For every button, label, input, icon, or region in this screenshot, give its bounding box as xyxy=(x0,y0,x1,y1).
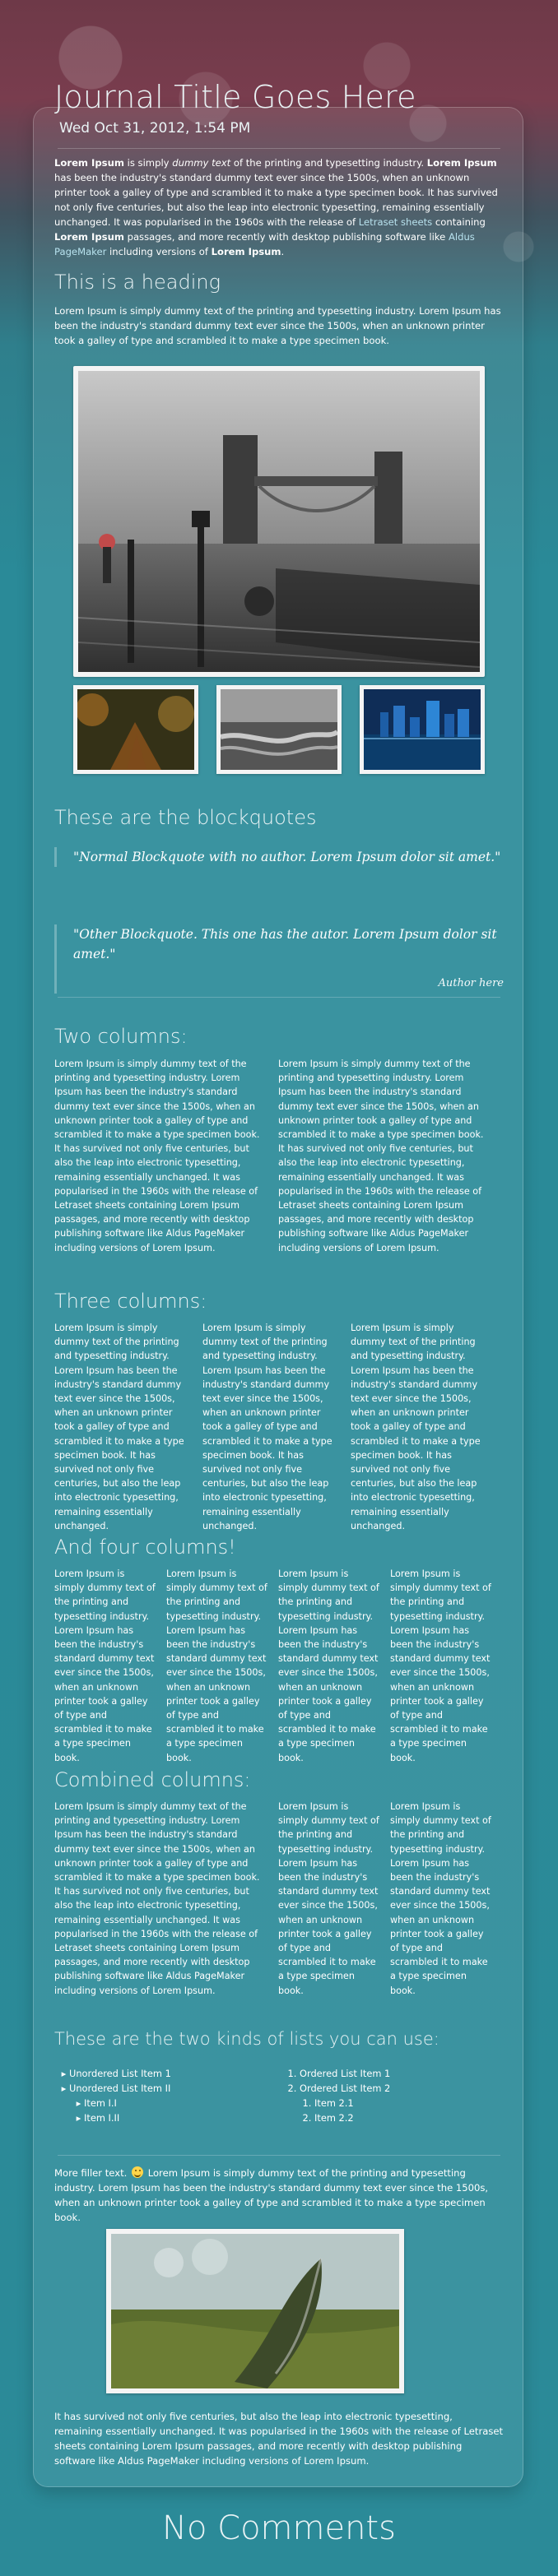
bottom-photo[interactable] xyxy=(106,2229,404,2393)
smiley-icon xyxy=(132,2166,143,2178)
blockquote-author xyxy=(54,924,504,994)
three-col-2: Lorem Ipsum is simply dummy text of the printing and typesetting industry. Lorem Ipsum has been the industry's standard dummy text ever since the 1500s, when an unknown printer took a galley of type and scrambled it to make a type specimen book. It has survived not only five centuries, but also the leap into electronic typesetting, remaining essentially unchanged. xyxy=(202,1323,332,1531)
unordered-list xyxy=(54,2066,260,2125)
four-columns xyxy=(54,1567,504,1763)
blockquotes-divider xyxy=(58,997,500,998)
ul-item-1: • Unordered List Item 1 xyxy=(69,2066,260,2081)
two-columns xyxy=(54,1057,504,1271)
combined-left: Lorem Ipsum is simply dummy text of the printing and typesetting industry. Lorem Ipsum has been the industry's standard dummy text ever since the 1500s, when an unknown printer took a galley of type and scrambled it to make a type specimen book. It has survived not only five centuries, but also the leap into electronic typesetting, remaining essentially unchanged. It was popularised in the 1960s with the release of Letraset sheets containing Lorem Ipsum passages, and more recently with desktop publishing software like Aldus PageMaker including versions of Lorem Ipsum. xyxy=(54,1801,260,1996)
heading-this-is-a-heading: This is a heading xyxy=(54,271,221,294)
intro-text-12: . xyxy=(281,246,285,257)
landscape-illustration xyxy=(111,2234,399,2388)
letraset-link[interactable]: Letraset sheets xyxy=(358,216,433,228)
ul-item-2: • Unordered List Item II xyxy=(69,2081,260,2096)
lists-heading: These are the two kinds of lists you can use: xyxy=(54,2029,439,2049)
bottom-photo-inner xyxy=(111,2234,399,2388)
three-col-3: Lorem Ipsum is simply dummy text of the printing and typesetting industry. Lorem Ipsum has been the industry's standard dummy text ever since the 1500s, when an unknown printer took a galley of type and scrambled it to make a type specimen book. It has survived not only five centuries, but also the leap into electronic typesetting, remaining essentially unchanged. xyxy=(351,1323,481,1531)
filler-lead: More filler text. xyxy=(54,2167,128,2179)
combined-columns xyxy=(54,1800,504,2013)
intro-text-6: has been the industry's standard dummy text ever since the 1500s, when an unknown printer took a galley of type and scrambled it to make a type specimen book. It has survived not only five centuries, but also the leap into electronic typesetting, remaining essentially unchanged. It was popularised in the 1960s with the release of xyxy=(54,172,498,228)
blockquote-normal-text: "Normal Blockquote with no author. Lorem Ipsum dolor sit amet." xyxy=(73,850,501,864)
three-col-1: Lorem Ipsum is simply dummy text of the printing and typesetting industry. Lorem Ipsum has been the industry's standard dummy text ever since the 1500s, when an unknown printer took a galley of type and scrambled it to make a type specimen book. It has survived not only five centuries, but also the leap into electronic typesetting, remaining essentially unchanged. xyxy=(54,1323,184,1531)
blockquotes-heading: These are the blockquotes xyxy=(54,806,317,829)
intro-text-10: including versions of xyxy=(106,246,212,257)
thumbnail-row xyxy=(73,685,485,774)
four-col-3: Lorem Ipsum is simply dummy text of the printing and typesetting industry. Lorem Ipsum has been the industry's standard dummy text ever since the 1500s, when an unknown printer took a galley of type and scrambled it to make a type specimen book. xyxy=(278,1568,379,1763)
two-col-left: Lorem Ipsum is simply dummy text of the printing and typesetting industry. Lorem Ipsum has been the industry's standard dummy text ever since the 1500s, when an unknown printer took a galley of type and scrambled it to make a type specimen book. It has survived not only five centuries, but also the leap into electronic typesetting, remaining essentially unchanged. It was popularised in the 1960s with the release of Letraset sheets containing Lorem Ipsum passages, and more recently with desktop publishing software like Aldus PageMaker including versions of Lorem Ipsum. xyxy=(54,1059,260,1253)
thumbnail-2[interactable] xyxy=(216,685,342,774)
four-col-1: Lorem Ipsum is simply dummy text of the printing and typesetting industry. Lorem Ipsum has been the industry's standard dummy text ever since the 1500s, when an unknown printer took a galley of type and scrambled it to make a type specimen book. xyxy=(54,1568,156,1763)
combined-right-1: Lorem Ipsum is simply dummy text of the printing and typesetting industry. Lorem Ipsum has been the industry's standard dummy text ever since the 1500s, when an unknown printer took a galley of type and scrambled it to make a type specimen book. xyxy=(278,1801,379,1996)
thumbnail-3[interactable] xyxy=(360,685,485,774)
ol-subitem-2: 2. Item 2.2 xyxy=(314,2110,491,2125)
two-col-right: Lorem Ipsum is simply dummy text of the printing and typesetting industry. Lorem Ipsum has been the industry's standard dummy text ever since the 1500s, when an unknown printer took a galley of type and scrambled it to make a type specimen book. It has survived not only five centuries, but also the leap into electronic typesetting, remaining essentially unchanged. It was popularised in the 1960s with the release of Letraset sheets containing Lorem Ipsum passages, and more recently with desktop publishing software like Aldus PageMaker including versions of Lorem Ipsum. xyxy=(278,1059,484,1253)
blockquote-author-text: "Other Blockquote. This one has the autor. Lorem Ipsum dolor sit amet." xyxy=(73,927,497,961)
pagemaker-link[interactable]: Aldus PageMaker xyxy=(54,231,475,257)
four-col-2: Lorem Ipsum is simply dummy text of the printing and typesetting industry. Lorem Ipsum has been the industry's standard dummy text ever since the 1500s, when an unknown printer took a galley of type and scrambled it to make a type specimen book. xyxy=(166,1568,267,1763)
intro-strong-8: Lorem Ipsum xyxy=(54,231,124,243)
bridge-illustration xyxy=(78,371,480,672)
heading-paragraph: Lorem Ipsum is simply dummy text of the printing and typesetting industry. Lorem Ipsum has been the industry's standard dummy text ever since the 1500s, when an unknown printer took a galley of type and scrambled it to make a type specimen book. xyxy=(54,305,501,346)
ol-subitem-1: 1. Item 2.1 xyxy=(314,2096,491,2110)
filler-rest: Lorem Ipsum is simply dummy text of the printing and typesetting industry. Lorem Ipsum has been the industry's standard dummy text ever since the 1500s, when an unknown printer took a galley of type and scrambled it to make a type specimen book. xyxy=(54,2167,489,2223)
intro-paragraph xyxy=(54,155,504,259)
thumbnail-1[interactable] xyxy=(73,685,198,774)
ol-item-2: 2. Ordered List Item 2 xyxy=(300,2081,491,2096)
thumbnail-1-inner xyxy=(77,689,194,770)
intro-strong-5: Lorem Ipsum xyxy=(426,157,497,169)
thumbnail-3-inner xyxy=(364,689,481,770)
three-columns xyxy=(54,1321,504,1531)
intro-text-7: containing xyxy=(432,216,486,228)
intro-em-3: dummy text xyxy=(172,157,231,169)
journal-date: Wed Oct 31, 2012, 1:54 PM xyxy=(59,120,251,137)
intro-strong-11: Lorem Ipsum xyxy=(211,246,281,257)
intro-text-4: of the printing and typesetting industry. xyxy=(230,157,427,169)
header-divider xyxy=(58,148,500,149)
ordered-list xyxy=(285,2066,491,2125)
city-night-image xyxy=(364,689,481,770)
blockquote-normal xyxy=(54,847,504,867)
no-comments[interactable]: No Comments xyxy=(162,2509,396,2547)
combined-right-2: Lorem Ipsum is simply dummy text of the printing and typesetting industry. Lorem Ipsum has been the industry's standard dummy text ever since the 1500s, when an unknown printer took a galley of type and scrambled it to make a type specimen book. xyxy=(390,1801,491,1996)
blockquote-author-name: Author here xyxy=(438,977,504,989)
main-photo[interactable] xyxy=(73,366,485,677)
intro-text-9: passages, and more recently with desktop publishing software like xyxy=(123,231,449,243)
three-columns-heading: Three columns: xyxy=(54,1290,207,1313)
autumn-forest-image xyxy=(77,689,194,770)
combined-columns-heading: Combined columns: xyxy=(54,1768,251,1791)
journal-title: Journal Title Goes Here xyxy=(54,79,416,115)
four-col-4: Lorem Ipsum is simply dummy text of the printing and typesetting industry. Lorem Ipsum has been the industry's standard dummy text ever since the 1500s, when an unknown printer took a galley of type and scrambled it to make a type specimen book. xyxy=(390,1568,491,1763)
intro-strong-1: Lorem Ipsum xyxy=(54,157,124,169)
thumbnail-2-inner xyxy=(221,689,337,770)
filler-paragraph xyxy=(54,2166,504,2225)
intro-text-2: is simply xyxy=(123,157,173,169)
outro-paragraph: It has survived not only five centuries, but also the leap into electronic typesetting, remaining essentially unchanged. It was popularised in the 1960s with the release of Letraset sheets containing Lorem Ipsum passages, and more recently with desktop publishing software like Aldus PageMaker including versions of Lorem Ipsum. xyxy=(54,2411,504,2467)
four-columns-heading: And four columns! xyxy=(54,1536,236,1559)
filler-divider xyxy=(58,2155,500,2156)
ul-subitem-1: • Item I.I xyxy=(84,2096,260,2110)
main-photo-inner xyxy=(78,371,480,672)
sea-bw-image xyxy=(221,689,337,770)
two-columns-heading: Two columns: xyxy=(54,1025,188,1048)
ol-item-1: 1. Ordered List Item 1 xyxy=(300,2066,491,2081)
ul-subitem-2: • Item I.II xyxy=(84,2110,260,2125)
